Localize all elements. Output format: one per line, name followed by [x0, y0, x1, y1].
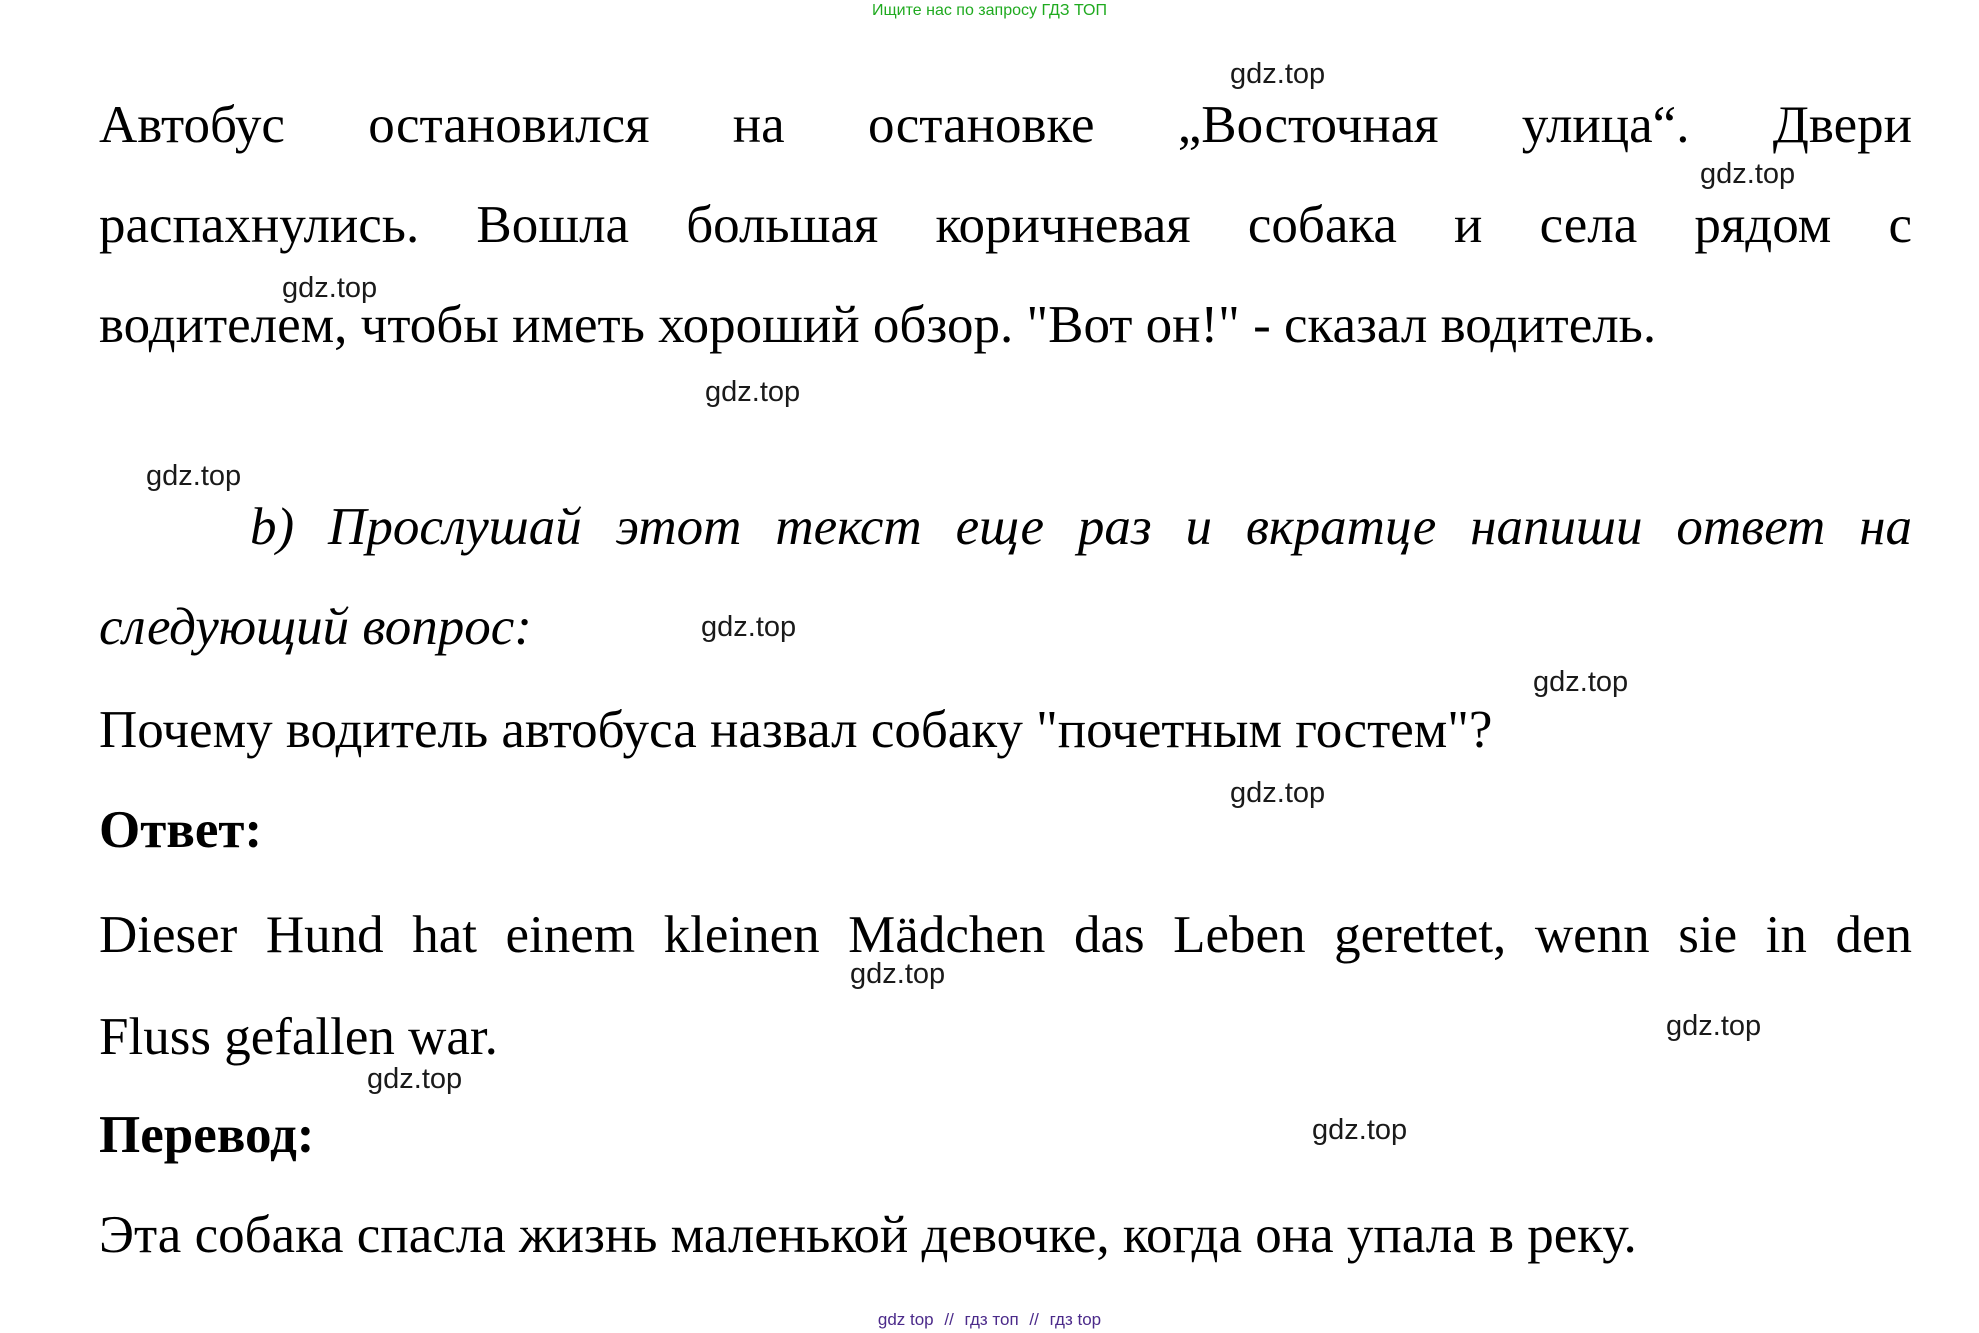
answer-line-1: Dieser Hund hat einem kleinen Mädchen das Leben gerettet, wenn sie in den: [99, 906, 1912, 964]
watermark: gdz.top: [282, 272, 378, 304]
watermark: gdz.top: [1230, 777, 1326, 809]
watermark: gdz.top: [1533, 666, 1629, 698]
translation-heading: Перевод:: [99, 1106, 315, 1164]
watermark: gdz.top: [1230, 58, 1326, 90]
task-line-2: следующий вопрос:: [99, 598, 532, 656]
watermark: gdz.top: [367, 1063, 463, 1095]
question-text: Почему водитель автобуса назвал собаку "почетным гостем"?: [99, 701, 1493, 759]
paragraph-line-3: водителем, чтобы иметь хороший обзор. "Вот он!" - сказал водитель.: [99, 296, 1657, 354]
watermark: gdz.top: [701, 611, 797, 643]
translation-text: Эта собака спасла жизнь маленькой девочке, когда она упала в реку.: [99, 1206, 1637, 1264]
footer-separator: //: [1029, 1310, 1039, 1329]
footer-link-gdz-top-mixed[interactable]: гдз top: [1049, 1310, 1102, 1329]
paragraph-line-1: Автобус остановился на остановке „Восточная улица“. Двери: [99, 96, 1912, 154]
watermark: gdz.top: [850, 958, 946, 990]
footer-link-gdz-top-ru[interactable]: гдз топ: [964, 1310, 1019, 1329]
watermark: gdz.top: [1312, 1114, 1408, 1146]
footer-links: [0, 1310, 1979, 1330]
task-line-1: b) Прослушай этот текст еще раз и вкратце напиши ответ на: [250, 498, 1912, 556]
answer-line-2: Fluss gefallen war.: [99, 1008, 498, 1066]
watermark: gdz.top: [1700, 158, 1796, 190]
search-hint-link[interactable]: Ищите нас по запросу ГДЗ ТОП: [872, 2, 1107, 19]
paragraph-line-2: распахнулись. Вошла большая коричневая собака и села рядом с: [99, 196, 1912, 254]
watermark: gdz.top: [1666, 1010, 1762, 1042]
footer-separator: //: [944, 1310, 954, 1329]
watermark: gdz.top: [705, 376, 801, 408]
watermark: gdz.top: [146, 460, 242, 492]
footer-link-gdz-top[interactable]: gdz top: [877, 1310, 934, 1329]
answer-heading: Ответ:: [99, 801, 263, 859]
